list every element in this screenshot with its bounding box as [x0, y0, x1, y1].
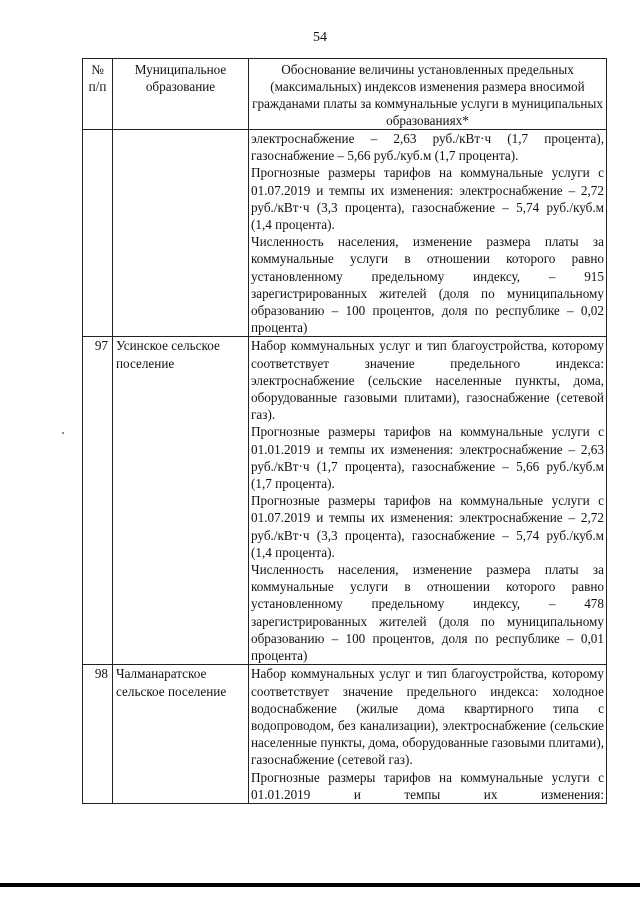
row-num: 98 — [83, 665, 113, 804]
basis-paragraph: Численность населения, изменение размера платы за коммунальные услуги в отношении которого равно установленному предельному индексу, – 915 зарегистрированных жителей (доля по муниципальному образованию – 100 процентов, доля по республике – 0,02 процента) — [251, 234, 604, 336]
row-basis — [249, 130, 607, 337]
table-row — [83, 130, 607, 337]
row-basis — [249, 665, 607, 804]
basis-paragraph: Прогнозные размеры тарифов на коммунальные услуги с 01.01.2019 и темпы их изменения: — [251, 769, 604, 802]
table-header-row — [83, 59, 607, 130]
basis-paragraph: Набор коммунальных услуг и тип благоустройства, которому соответствует значение предельного индекса: холодное водоснабжение (жилые дома квартирного типа с водопроводом, без канализации), электроснабжение (сельские населенные пункты, дома, оборудованные газовыми плитами), газоснабжение (сетевой газ). — [251, 666, 605, 768]
header-basis: Обоснование величины установленных предельных (максимальных) индексов изменения размера вносимой гражданами платы за коммунальные услуги в муниципальных образованиях* — [249, 59, 607, 130]
header-municipality: Муниципальное образование — [113, 59, 249, 130]
tariff-table — [82, 58, 607, 804]
row-num — [83, 130, 113, 337]
table-row — [83, 337, 607, 665]
basis-paragraph: Прогнозные размеры тарифов на коммунальные услуги с 01.07.2019 и темпы их изменения: электроснабжение – 2,72 руб./кВт·ч (3,3 процента), газоснабжение – 5,74 руб./куб.м (1,4 процента). — [251, 165, 604, 233]
row-municipality: Усинское сельское поселение — [113, 337, 249, 665]
basis-paragraph: Прогнозные размеры тарифов на коммунальные услуги с 01.01.2019 и темпы их изменения: электроснабжение – 2,63 руб./кВт·ч (1,7 процента), газоснабжение – 5,66 руб./куб.м (1,7 процента). — [251, 424, 604, 492]
header-num: № п/п — [83, 59, 113, 130]
basis-paragraph: Набор коммунальных услуг и тип благоустройства, которому соответствует значение предельного индекса: электроснабжение (сельские населенные пункты, дома, оборудованные газовыми плитами), газоснабжение (сетевой газ). — [251, 338, 604, 423]
basis-paragraph: Численность населения, изменение размера платы за коммунальные услуги в отношении которого равно установленному предельному индексу, – 478 зарегистрированных жителей (доля по муниципальному образованию – 100 процентов, доля по республике – 0,01 процента) — [251, 562, 604, 664]
row-basis — [249, 337, 607, 665]
scan-bottom-border — [0, 883, 640, 887]
row-municipality — [113, 130, 249, 337]
basis-paragraph: электроснабжение – 2,63 руб./кВт·ч (1,7 процента), газоснабжение – 5,66 руб./куб.м (1,7 процента). — [251, 131, 604, 164]
basis-paragraph: Прогнозные размеры тарифов на коммунальные услуги с 01.07.2019 и темпы их изменения: электроснабжение – 2,72 руб./кВт·ч (3,3 процента), газоснабжение – 5,74 руб./куб.м (1,4 процента). — [251, 493, 604, 560]
table-row — [83, 665, 607, 804]
scan-speck — [62, 432, 64, 434]
row-municipality: Чалманаратское сельское поселение — [113, 665, 249, 804]
row-num: 97 — [83, 337, 113, 665]
page-number: 54 — [313, 30, 327, 45]
